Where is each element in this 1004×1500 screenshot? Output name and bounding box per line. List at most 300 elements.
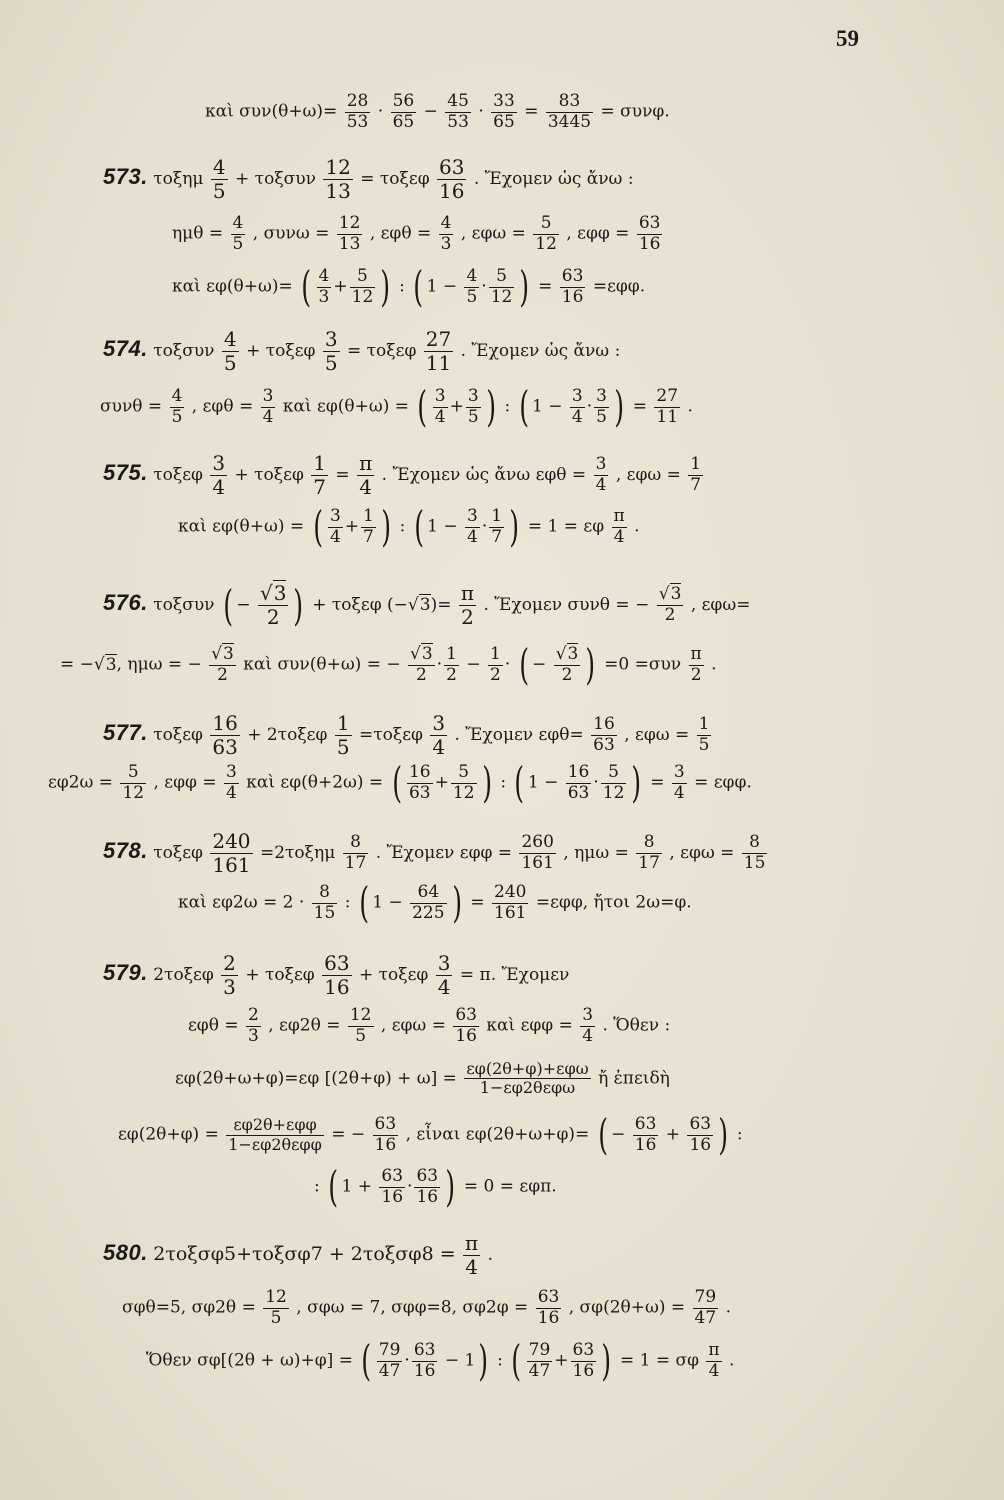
text: + 2τοξεφ bbox=[247, 725, 328, 745]
denominator: 7 bbox=[491, 526, 503, 547]
equation-line: : ( 1 + $\frac{63}{16}$ · $\frac{63}{16}$ ) = 0 = εφπ. bbox=[314, 1162, 557, 1211]
text: 1 − bbox=[372, 892, 403, 913]
text: − bbox=[423, 101, 438, 122]
denominator: 16 bbox=[439, 179, 465, 203]
denominator: 3 bbox=[248, 1025, 259, 1046]
numerator: 33 bbox=[493, 91, 515, 111]
fraction bbox=[226, 1116, 324, 1154]
numerator: 3 bbox=[571, 385, 583, 406]
numerator: 3 bbox=[437, 951, 451, 975]
fraction bbox=[742, 833, 768, 873]
numerator: 16 bbox=[593, 714, 615, 735]
numerator: π bbox=[460, 581, 475, 605]
problem-574-statement bbox=[103, 328, 620, 375]
fraction bbox=[488, 645, 503, 685]
text: = bbox=[632, 396, 647, 417]
denominator: 4 bbox=[595, 475, 607, 495]
fraction bbox=[533, 214, 559, 254]
numerator: εφ2θ+εφφ bbox=[226, 1116, 324, 1135]
text: . Ἔχομεν εφθ= bbox=[454, 725, 584, 745]
fraction bbox=[436, 952, 453, 999]
text: σφθ=5, σφ2θ = bbox=[122, 1297, 256, 1318]
equation-line bbox=[175, 1060, 670, 1098]
fraction bbox=[566, 763, 592, 803]
fraction bbox=[466, 387, 481, 427]
fraction bbox=[444, 645, 459, 685]
fraction bbox=[224, 763, 239, 803]
text: . Ἔχομεν εφφ = bbox=[375, 843, 513, 863]
text: , εφω= bbox=[690, 595, 751, 615]
text: 1 − bbox=[426, 276, 458, 297]
fraction bbox=[491, 92, 517, 132]
numerator: 4 bbox=[171, 385, 183, 406]
numerator: 16 bbox=[408, 761, 431, 782]
denominator: 7 bbox=[690, 475, 702, 495]
text: τοξημ bbox=[153, 169, 204, 189]
fraction bbox=[120, 763, 146, 803]
denominator: 2 bbox=[217, 664, 228, 685]
denominator: 5 bbox=[698, 735, 710, 755]
numerator: 63 bbox=[324, 951, 350, 975]
denominator: 4 bbox=[467, 526, 478, 547]
text: εφ(2θ+ω+φ)=εφ [(2θ+φ) + ω] = bbox=[175, 1068, 457, 1089]
text: + τοξεφ bbox=[358, 965, 429, 985]
text: τοξεφ bbox=[153, 465, 203, 485]
equation-line: καὶ εφ2ω = 2 · $\frac{8}{15}$ : ( 1 − $\frac{64}{225}$ ) = $\frac{240}{161}$ =εφφ, ἤτοι 2ω=φ. bbox=[178, 878, 692, 927]
denominator: 13 bbox=[325, 179, 351, 203]
fraction bbox=[594, 387, 609, 427]
text: − bbox=[466, 654, 481, 675]
numerator: 63 bbox=[381, 1165, 404, 1186]
text: + τοξεφ bbox=[234, 465, 304, 485]
denominator: 4 bbox=[434, 406, 446, 427]
text: , εφω = bbox=[669, 843, 735, 863]
numerator: π bbox=[708, 1339, 720, 1360]
text: = τοξεφ bbox=[360, 169, 430, 189]
numerator: 1 bbox=[491, 505, 503, 526]
fraction bbox=[459, 582, 476, 629]
denominator: 5 bbox=[466, 286, 478, 307]
numerator: 27 bbox=[656, 385, 679, 406]
fraction bbox=[210, 830, 252, 877]
numerator: 3 bbox=[595, 454, 607, 475]
fraction bbox=[437, 156, 466, 203]
numerator: 2 bbox=[223, 951, 236, 975]
denominator: 5 bbox=[223, 351, 237, 375]
problem-number: 576. bbox=[103, 590, 148, 615]
fraction bbox=[345, 92, 371, 132]
text: − bbox=[532, 654, 547, 675]
problem-573-statement bbox=[103, 156, 634, 203]
text: =0 =συν bbox=[604, 654, 682, 675]
fraction bbox=[209, 645, 236, 685]
text: . bbox=[634, 516, 640, 537]
equation-line: εφ(2θ+φ) = εφ2θ+εφφ 1−εφ2θεφφ = − $\frac{63}{16}$ , εἶναι εφ(2θ+ω+φ)= ( − $\frac{63}{16}$ + $\frac{63}{16}$ ) : bbox=[118, 1110, 743, 1159]
fraction bbox=[424, 328, 453, 375]
fraction bbox=[560, 267, 586, 307]
numerator: 16 bbox=[212, 711, 238, 735]
fraction bbox=[571, 1341, 597, 1381]
denominator: 47 bbox=[694, 1307, 717, 1328]
problem-575-statement bbox=[103, 452, 705, 499]
text: , εφω = bbox=[624, 725, 690, 745]
radicand: 3 bbox=[670, 584, 682, 605]
equation-line: συνθ = $\frac{4}{5}$ , εφθ = $\frac{3}{4}$ καὶ εφ(θ+ω) = ( $\frac{3}{4}$ + $\frac{3}{5}$ ) : ( 1 − $\frac{3}{4}$ · $\frac{3}{5}$ ) = $\frac{27}{11}$ . bbox=[100, 382, 693, 431]
text: . bbox=[487, 1245, 493, 1265]
numerator: 1 bbox=[363, 505, 374, 526]
numerator: 8 bbox=[742, 833, 768, 854]
numerator: 5 bbox=[451, 763, 477, 784]
denominator: 47 bbox=[528, 1360, 551, 1381]
numerator: 3 bbox=[262, 385, 274, 406]
text: εφ(2θ+φ) = bbox=[118, 1124, 219, 1145]
denominator: 4 bbox=[582, 1025, 594, 1046]
denominator: 4 bbox=[708, 1360, 720, 1381]
numerator: 83 bbox=[546, 92, 593, 113]
numerator: 4 bbox=[440, 213, 452, 233]
denominator: 1−εφ2θεφφ bbox=[228, 1134, 322, 1154]
fraction bbox=[612, 507, 627, 547]
fraction bbox=[439, 214, 454, 254]
fraction bbox=[706, 1341, 721, 1381]
denominator: 2 bbox=[266, 605, 280, 629]
denominator: 63 bbox=[408, 782, 431, 803]
text: − bbox=[236, 595, 251, 615]
numerator: 3 bbox=[467, 385, 479, 406]
text: = bbox=[524, 101, 539, 122]
fraction bbox=[492, 883, 528, 923]
denominator: 7 bbox=[363, 526, 374, 547]
numerator: 4 bbox=[318, 265, 330, 286]
denominator: 5 bbox=[596, 406, 607, 427]
numerator: 63 bbox=[561, 265, 584, 286]
numerator: 240 bbox=[212, 829, 251, 853]
denominator: 4 bbox=[329, 526, 341, 547]
fraction bbox=[323, 328, 340, 375]
fraction bbox=[170, 387, 185, 427]
text: = 1 = εφ bbox=[527, 516, 605, 537]
denominator: 16 bbox=[381, 1186, 404, 1207]
denominator: 11 bbox=[656, 406, 679, 427]
text: · bbox=[377, 101, 384, 122]
numerator: 63 bbox=[413, 1339, 436, 1360]
fraction bbox=[210, 452, 227, 499]
fraction bbox=[591, 715, 617, 755]
numerator: 63 bbox=[689, 1113, 712, 1134]
fraction bbox=[489, 507, 504, 547]
fraction bbox=[601, 763, 627, 803]
fraction bbox=[328, 507, 343, 547]
numerator: 5 bbox=[350, 267, 376, 288]
numerator: 3 bbox=[673, 761, 685, 782]
text: · bbox=[478, 101, 484, 122]
numerator: 5 bbox=[120, 763, 146, 784]
fraction bbox=[536, 1288, 562, 1328]
numerator: 8 bbox=[343, 833, 369, 854]
numerator: π bbox=[465, 1231, 479, 1255]
denominator: 5 bbox=[355, 1025, 367, 1046]
denominator: 15 bbox=[313, 902, 336, 923]
numerator: 79 bbox=[528, 1339, 551, 1360]
text: : bbox=[399, 276, 405, 297]
denominator: 5 bbox=[270, 1307, 282, 1328]
numerator: √3 bbox=[211, 643, 234, 664]
numerator: 1 bbox=[336, 711, 350, 735]
text: τοξσυν bbox=[153, 595, 215, 615]
denominator: 12 bbox=[535, 233, 557, 254]
text: . Ἔχομεν ὡς ἄνω : bbox=[473, 169, 634, 189]
equation-line bbox=[122, 1288, 731, 1328]
fraction bbox=[636, 833, 662, 873]
numerator: 5 bbox=[489, 267, 515, 288]
text: = bbox=[470, 892, 485, 913]
fraction bbox=[594, 455, 609, 495]
fraction bbox=[391, 92, 417, 132]
fraction bbox=[463, 1232, 480, 1279]
problem-number: 577. bbox=[103, 720, 148, 745]
text: , σφω = 7, σφφ=8, σφ2φ = bbox=[296, 1297, 529, 1318]
denominator: 2 bbox=[561, 664, 573, 685]
text: + τοξσυν bbox=[235, 169, 316, 189]
numerator: π bbox=[359, 451, 373, 475]
problem-number: 580. bbox=[103, 1240, 148, 1265]
fraction bbox=[263, 1288, 289, 1328]
text: : bbox=[399, 516, 406, 537]
denominator: 16 bbox=[634, 1134, 657, 1155]
fraction bbox=[570, 387, 585, 427]
numerator: 3 bbox=[225, 761, 237, 782]
fraction bbox=[412, 1341, 438, 1381]
numerator: 1 bbox=[313, 451, 327, 475]
text: = 0 = εφπ. bbox=[463, 1176, 557, 1197]
denominator: 13 bbox=[338, 233, 361, 254]
text: . bbox=[725, 1297, 731, 1318]
text: , εφ2θ = bbox=[268, 1015, 341, 1036]
denominator: 12 bbox=[490, 286, 513, 307]
fraction bbox=[464, 267, 479, 307]
numerator: √3 bbox=[259, 581, 287, 605]
text: − 1 bbox=[444, 1350, 476, 1371]
fraction bbox=[453, 1006, 479, 1046]
fraction bbox=[261, 387, 276, 427]
text: , εφω = bbox=[380, 1015, 446, 1036]
fraction bbox=[379, 1167, 405, 1207]
denominator: 65 bbox=[392, 111, 415, 132]
denominator: 16 bbox=[638, 233, 661, 254]
numerator: 27 bbox=[425, 327, 452, 351]
text: 1 − bbox=[427, 516, 458, 537]
fraction bbox=[317, 267, 332, 307]
problem-579-statement bbox=[103, 952, 569, 999]
numerator: 3 bbox=[596, 385, 607, 406]
denominator: 4 bbox=[613, 526, 625, 547]
fraction bbox=[580, 1006, 595, 1046]
fraction bbox=[357, 452, 374, 499]
denominator: 2 bbox=[446, 664, 457, 685]
fraction bbox=[687, 1115, 713, 1155]
numerator: 3 bbox=[212, 451, 226, 475]
text: . bbox=[729, 1350, 735, 1371]
text: = εφφ. bbox=[694, 772, 752, 793]
text: = − bbox=[60, 654, 94, 675]
fraction bbox=[445, 92, 471, 132]
denominator: 16 bbox=[374, 1134, 397, 1155]
numerator: 12 bbox=[325, 155, 351, 179]
text: : bbox=[344, 892, 351, 913]
fraction bbox=[657, 585, 684, 625]
fraction bbox=[221, 952, 238, 999]
numerator: 45 bbox=[447, 91, 469, 111]
denominator: 47 bbox=[378, 1360, 401, 1381]
radicand: 3 bbox=[421, 643, 433, 664]
numerator: 63 bbox=[537, 1287, 560, 1307]
text: . Ἔχομεν ὡς ἄνω : bbox=[460, 341, 621, 361]
text: καὶ εφ2ω = 2 · bbox=[178, 892, 305, 913]
fraction bbox=[246, 1006, 261, 1046]
denominator: 63 bbox=[212, 735, 238, 759]
denominator: 2 bbox=[461, 605, 474, 629]
text: . Ἔχομεν ὡς ἄνω εφθ = bbox=[381, 465, 587, 485]
text: , εφθ = bbox=[369, 223, 432, 244]
denominator: 5 bbox=[467, 406, 479, 427]
radicand: 3 bbox=[223, 643, 234, 664]
denominator: 161 bbox=[521, 853, 554, 873]
text: . bbox=[711, 654, 717, 675]
text: = π. Ἔχομεν bbox=[459, 965, 570, 985]
fraction bbox=[633, 1115, 659, 1155]
fraction bbox=[433, 387, 448, 427]
denominator: 16 bbox=[561, 286, 584, 307]
denominator: 3 bbox=[223, 975, 236, 999]
numerator: 63 bbox=[416, 1165, 439, 1186]
text: 2τοξσφ5+τοξσφ7 + 2τοξσφ8 = bbox=[153, 1243, 456, 1265]
fraction bbox=[519, 833, 555, 873]
denominator: 225 bbox=[412, 902, 445, 923]
text: . Ὅθεν : bbox=[602, 1015, 671, 1036]
numerator: 1 bbox=[490, 643, 501, 664]
text: καὶ συν(θ+ω) = − bbox=[243, 654, 401, 675]
text: εφ2ω = bbox=[48, 772, 114, 793]
numerator: 28 bbox=[346, 91, 369, 111]
text: = bbox=[650, 772, 665, 793]
text: =εφφ. bbox=[592, 276, 646, 297]
fraction bbox=[377, 1341, 403, 1381]
numerator: 2 bbox=[248, 1005, 259, 1025]
numerator: 240 bbox=[494, 881, 527, 902]
text: , εφφ = bbox=[153, 772, 217, 793]
numerator: 12 bbox=[338, 213, 361, 233]
numerator: π bbox=[613, 505, 625, 526]
text: 1 − bbox=[527, 772, 559, 793]
text: , εφω = bbox=[615, 465, 681, 485]
text: . bbox=[687, 396, 693, 417]
denominator: 12 bbox=[351, 286, 374, 307]
problem-number: 579. bbox=[103, 960, 148, 985]
denominator: 4 bbox=[437, 975, 451, 999]
text: , συνω = bbox=[252, 223, 330, 244]
text: , ημω = − bbox=[116, 654, 202, 675]
denominator: 16 bbox=[416, 1186, 439, 1207]
problem-580-statement bbox=[103, 1232, 493, 1279]
denominator: 4 bbox=[571, 406, 583, 427]
radicand: 3 bbox=[419, 595, 431, 615]
fraction bbox=[258, 582, 288, 629]
numerator: 1 bbox=[698, 714, 710, 735]
numerator: 12 bbox=[265, 1287, 287, 1307]
problem-number: 574. bbox=[103, 336, 148, 361]
text: 1 + bbox=[341, 1176, 372, 1197]
equation-line: εφ2ω = $\frac{5}{12}$ , εφφ = $\frac{3}{4}$ καὶ εφ(θ+2ω) = ( $\frac{16}{63}$ + $\frac{5}{12}$ ) : ( 1 − $\frac{16}{63}$ · $\frac{5}{12}$ ) = $\frac{3}{4}$ = εφφ. bbox=[48, 758, 752, 807]
denominator: 16 bbox=[689, 1134, 712, 1155]
text: . Ἔχομεν συνθ = − bbox=[483, 595, 650, 615]
numerator: 8 bbox=[312, 883, 338, 904]
fraction bbox=[211, 156, 228, 203]
text: καὶ εφ(θ+ω) = bbox=[282, 396, 409, 417]
denominator: 7 bbox=[313, 475, 327, 499]
text: 1 − bbox=[532, 396, 563, 417]
fraction bbox=[335, 712, 352, 759]
radicand: 3 bbox=[567, 643, 579, 664]
denominator: 17 bbox=[344, 853, 367, 873]
problem-number: 573. bbox=[103, 164, 148, 189]
problem-578-statement bbox=[103, 830, 769, 877]
numerator: 4 bbox=[466, 265, 478, 286]
denominator: 63 bbox=[593, 735, 615, 755]
text: , εφω = bbox=[460, 223, 526, 244]
denominator: 161 bbox=[212, 853, 251, 877]
numerator: 3 bbox=[467, 505, 478, 526]
text: : bbox=[314, 1176, 320, 1197]
text: = 1 = σφ bbox=[619, 1350, 700, 1371]
numerator: 12 bbox=[349, 1005, 372, 1025]
numerator: εφ(2θ+φ)+εφω bbox=[466, 1059, 589, 1078]
numerator: 5 bbox=[533, 214, 559, 235]
text: καὶ εφ(θ+2ω) = bbox=[246, 772, 384, 793]
problem-number: 578. bbox=[103, 838, 148, 863]
denominator: 4 bbox=[359, 475, 373, 499]
text: ἤ ἐπειδὴ bbox=[598, 1068, 670, 1089]
denominator: 4 bbox=[465, 1255, 478, 1279]
numerator: 3 bbox=[434, 385, 446, 406]
text: =τοξεφ bbox=[358, 725, 423, 745]
fraction bbox=[451, 763, 477, 803]
fraction bbox=[407, 763, 433, 803]
numerator: 3 bbox=[324, 327, 338, 351]
text: , ημω = bbox=[563, 843, 629, 863]
numerator: 4 bbox=[212, 155, 226, 179]
denominator: 15 bbox=[743, 853, 766, 873]
equation-line bbox=[188, 1006, 670, 1046]
text: =2τοξημ bbox=[259, 843, 336, 863]
equation-line bbox=[205, 92, 670, 132]
problem-number: 575. bbox=[103, 460, 148, 485]
denominator: 4 bbox=[212, 475, 226, 499]
text: = συνφ. bbox=[600, 101, 670, 122]
denominator: 4 bbox=[432, 735, 446, 759]
numerator: 3 bbox=[582, 1005, 594, 1025]
fraction bbox=[337, 214, 363, 254]
text: : bbox=[504, 396, 511, 417]
denominator: 2 bbox=[490, 664, 501, 685]
numerator: 63 bbox=[455, 1005, 477, 1025]
fraction bbox=[322, 952, 351, 999]
fraction bbox=[222, 328, 239, 375]
numerator: √3 bbox=[410, 643, 433, 664]
text: ημθ = bbox=[172, 223, 224, 244]
denominator: 5 bbox=[336, 735, 350, 759]
text: : bbox=[497, 1350, 503, 1371]
fraction bbox=[672, 763, 687, 803]
